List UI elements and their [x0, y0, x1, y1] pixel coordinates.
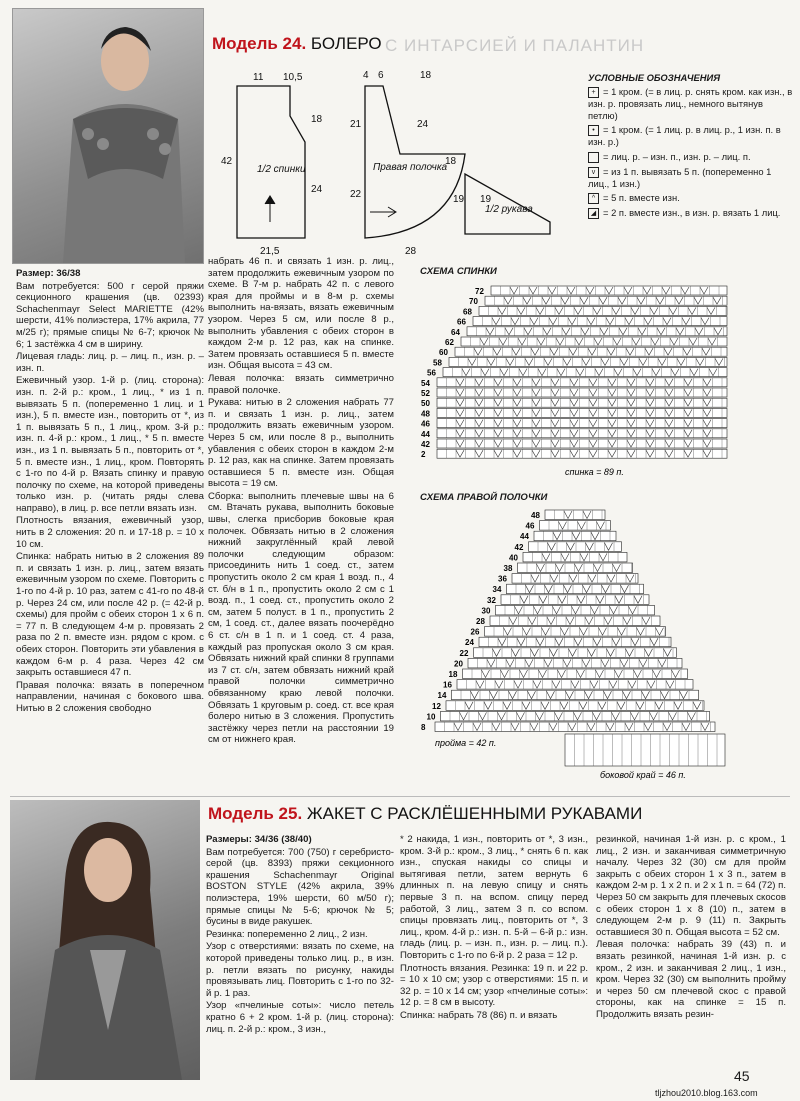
- arrow-right-icon: [370, 207, 396, 217]
- row-number: 50: [421, 399, 430, 409]
- chart-row: [421, 408, 727, 418]
- materials: Вам потребуется: 500 г серой пряжи секционного крашения (цв. 02393) Schachenmayr Select MARIETTE (42% шерсти, 41% полиэстера, 17% акрила, 77 м/25 г); прямые спицы № 6-7; крючок № 6; 1 застёжка 4 см в ширину.: [16, 280, 204, 350]
- chart-row: [421, 388, 727, 398]
- right-front: Правая полочка: вязать в поперечном направлении, начиная с бокового шва. Нитью в 2 сложения свободно: [16, 679, 204, 714]
- chart-row: [454, 658, 682, 668]
- grid-row: [474, 648, 677, 658]
- grid-row: [437, 398, 727, 407]
- row-number: 66: [457, 317, 466, 327]
- grid-row: [437, 388, 727, 397]
- chart-row: [493, 584, 644, 594]
- model24-col2: [208, 256, 394, 747]
- grid-row: [507, 584, 644, 594]
- dim-side-24: 24: [417, 119, 429, 130]
- chart-row: [421, 419, 727, 429]
- left-front: Левая полочка: вязать симметрично правой полочке.: [208, 372, 394, 396]
- legend-text: = лиц. р. – изн. п., изн. р. – лиц. п.: [603, 150, 751, 162]
- legend-text: = 2 п. вместе изн., в изн. р. вязать 1 лиц.: [603, 207, 781, 219]
- row-number: 64: [451, 327, 460, 337]
- row-number: 46: [421, 419, 430, 429]
- increase-stitch-icon: v: [588, 167, 599, 178]
- row-number: 34: [492, 585, 502, 595]
- row-number: 52: [421, 389, 430, 398]
- chart-row: [520, 531, 616, 541]
- model24-photo: [12, 8, 204, 264]
- grid-row: [529, 542, 622, 552]
- sizes: Размеры: 34/36 (38/40): [206, 834, 312, 845]
- blackberry-pattern: Ежевичный узор. 1-й р. (лиц. сторона): изн. п. 2-й р.: кром., 1 лиц., * из 1 п. вывязать 5 п. (попеременно 1 лиц. и 1 изн.), 5 п. вместе изн., повторить от *, из 1 п. вывязать 5 п., 1 лиц., кром. 3-й р.: изн. п. 4-й р.: кром., 1 лиц., * 5 п. вместе изн., из 1 п. вывязать 5 п., повторить от *, 5 п. вместе изн., 1 лиц., кром. Повторять с 1-го по 4-й р. Вязать спинку и правую полочку по схеме, на которой приведены только изн. р. (читать ряды слева направо), в лиц. р. все петли вязать изн.: [16, 375, 204, 514]
- grid-row: [443, 368, 727, 377]
- blank-stitch-icon: [588, 152, 599, 163]
- chart-row: [463, 306, 727, 316]
- row-number: 24: [465, 638, 474, 648]
- row-number: 36: [498, 574, 507, 584]
- chart-row: [438, 690, 699, 700]
- grid-row: [463, 669, 688, 679]
- model24-schematic: [205, 62, 580, 260]
- grid-row: [501, 595, 649, 605]
- dim-28: 28: [405, 246, 417, 257]
- model24-number: Модель 24.: [212, 34, 307, 53]
- grid-row: [479, 637, 671, 647]
- legend-item: [588, 207, 793, 219]
- grid-row: [485, 296, 727, 305]
- grid-row: [455, 347, 727, 356]
- dim-18: 18: [420, 70, 432, 81]
- model-photo-illustration: [10, 800, 200, 1080]
- grid-row: [523, 552, 627, 562]
- edge-stitch-icon: +: [588, 87, 599, 98]
- chart-row: [421, 429, 727, 439]
- row-number: 12: [432, 701, 441, 711]
- legend-item: [588, 86, 793, 121]
- rib: Резинка: попеременно 2 лиц., 2 изн.: [206, 928, 368, 940]
- arrow-up-icon: [265, 196, 275, 222]
- chart-row: [476, 616, 660, 626]
- decrease-two-icon: ◢: [588, 208, 599, 219]
- model24-col1: [16, 268, 204, 716]
- model24-name: БОЛЕРО: [310, 34, 382, 53]
- model-photo-illustration: [13, 9, 203, 263]
- grid-row: [437, 429, 727, 438]
- row-number: 48: [531, 511, 540, 520]
- row-number: 22: [459, 648, 469, 658]
- grid-row: [437, 419, 727, 428]
- chart-row: [427, 711, 710, 721]
- chart-row: [445, 337, 727, 347]
- caption-armhole: пройма = 42 п.: [435, 738, 497, 748]
- row-number: 28: [476, 617, 485, 626]
- chart-back: [415, 280, 745, 480]
- row-number: 18: [448, 670, 458, 679]
- dim-24: 24: [311, 184, 323, 195]
- dim-side-18: 18: [311, 114, 323, 125]
- dim-6: 6: [378, 70, 384, 81]
- materials: Вам потребуется: 700 (750) г серебристо-серой (цв. 8393) пряжи секционного крашения Schachenmayr Original BOSTON STYLE (42% акрила, 39% полиэстера, 19% шерсти, 60 м/50 г); прямые спицы № 5-6; крючок № 5; бусины в виде ракушек.: [206, 846, 394, 928]
- row-number: 58: [433, 358, 442, 368]
- model25-col3: [596, 834, 786, 1022]
- dim-10-5: 10,5: [283, 72, 303, 83]
- grid-row: [540, 521, 611, 531]
- chart-row: [439, 347, 727, 357]
- legend-text: = 5 п. вместе изн.: [603, 192, 680, 204]
- row-number: 10: [426, 712, 436, 722]
- row-number: 54: [421, 378, 430, 388]
- row-number: 26: [470, 627, 480, 637]
- chart-row: [433, 357, 727, 367]
- eyelet-pattern: Узор с отверстиями: вязать по схеме, на которой приведены только лиц. р., в изн. р. петли вязать по рисунку, накиды провязывать лиц. Повторить с 1-го по 32-й р. 1 раз.: [206, 941, 394, 999]
- decrease-five-icon: ^: [588, 193, 599, 204]
- row-number: 44: [520, 532, 529, 542]
- grid-row: [441, 711, 710, 721]
- legend: [588, 72, 793, 219]
- row-number: 48: [421, 409, 430, 419]
- row-number: 46: [525, 521, 535, 531]
- dim-side-19b: 19: [480, 194, 492, 205]
- left-front: Левая полочка: набрать 39 (43) п. и вязать резинкой, начиная 1-й изн. р. с кром., 2 изн. и заканчивая 2 лиц., 1 изн., кром. Через 32 (30) см выполнить пройму и через 50 см плечевой скос с правой стороны, как на спинке = 15 п. Продолжить вязать резин-: [596, 939, 786, 1020]
- dim-side-19: 19: [453, 194, 465, 205]
- legend-text: = 1 кром. (= 1 лиц. р. в лиц. р., 1 изн. п. в изн. р.): [588, 124, 781, 148]
- chart-row: [471, 627, 666, 637]
- chart-row: [469, 296, 727, 306]
- chart-row: [515, 542, 622, 552]
- row-number: 44: [421, 429, 430, 439]
- piece-back-label: 1/2 спинки: [257, 164, 306, 175]
- piece-sleeve-label: 1/2 рукава: [485, 204, 533, 215]
- chart-row: [449, 669, 688, 679]
- page-number: 45: [734, 1068, 750, 1084]
- dot-stitch-icon: •: [588, 125, 599, 136]
- chart-front-title: СХЕМА ПРАВОЙ ПОЛОЧКИ: [420, 492, 548, 503]
- grid-row: [545, 510, 605, 520]
- assembly: Сборка: выполнить плечевые швы на 6 см. Втачать рукава, выполнить боковые швы, слегка присборив боковые края полочек. Обвязать нитью в 2 сложения нижний закруглённый край левой полочки следующим образом: присоединить нить 1 соед. ст., затем пропустить около 2 см края 1 возд. п., 4 ст. б/н в 1 п., пропустить около 2 см с 1 возд. п., 1 соед. ст., пропустить около 2 см, затем 5 полуст. в 1 п., пропустить 2 см, 1 соед. ст., далее вязать поочерёдно 6 ст. с/н в 1 п. и 1 соед. ст. 4 раза, каждый раз пропуская около 3 см края. Обвязать нижний край спинки 8 группами из 7 ст. с/н, затем обвязать нижний край правой полочки симметрично обвязанному краю левой полочки. Обвязать 1 круговым р. соед. ст. все края болеро нитью в 3 сложения. Пропустить застёжку через петли на расстоянии 19 см от нижнего края.: [208, 490, 394, 746]
- dim-side-18b: 18: [445, 156, 457, 167]
- legend-item: [588, 124, 793, 147]
- legend-item: [588, 192, 793, 204]
- grid-row: [437, 408, 727, 417]
- row-number: 68: [463, 307, 472, 317]
- chart-row: [421, 449, 727, 459]
- chart-row: [427, 368, 727, 378]
- chart-row: [475, 286, 727, 296]
- chart-row: [465, 637, 671, 647]
- model25-name: ЖАКЕТ С РАСКЛЁШЕННЫМИ РУКАВАМИ: [306, 804, 643, 823]
- chart-row: [457, 317, 727, 327]
- row-number: 8: [421, 723, 426, 732]
- row-number: 60: [439, 348, 448, 358]
- row-number: 14: [437, 691, 447, 701]
- grid-row: [446, 701, 704, 711]
- row-number: 32: [487, 595, 496, 605]
- chart-row: [460, 648, 677, 658]
- row-number: 62: [445, 338, 454, 347]
- chart-row: [451, 327, 727, 337]
- grid-row: [437, 449, 727, 458]
- row-number: 2: [421, 450, 426, 460]
- gauge: Плотность вязания. Резинка: 19 п. и 22 р. = 10 х 10 см; узор с отверстиями: 15 п. и 32 р. = 10 х 14 см; узор «пчелиные соты»: 12 р. = 8 см в высоту.: [400, 962, 588, 1009]
- model25-title: [208, 804, 768, 824]
- divider-line: [10, 796, 790, 797]
- model25-number: Модель 25.: [208, 804, 303, 823]
- gauge: Плотность вязания, ежевичный узор, нить в 2 сложения: 20 п. и 17-18 р. = 10 х 10 см.: [16, 515, 204, 550]
- sleeves: Рукава: нитью в 2 сложения набрать 77 п. и связать 1 изн. р. лиц., затем продолжить вязать ежевичным узором. Через 5 см, или после 8 р., выполнить убавления с обеих сторон в каждом 2-м р. 12 раз, как на спинке. Затем провязать оставшиеся 5 п. вместе изн. Общая высота = 19 см.: [208, 397, 394, 490]
- model25-col1: [206, 834, 394, 1036]
- chart-row: [482, 605, 655, 615]
- side-edge-block: [565, 734, 725, 766]
- chart-row: [504, 563, 633, 573]
- chart-row: [498, 574, 638, 584]
- stockinette: Лицевая гладь: лиц. р. – лиц. п., изн. р. – изн. п.: [16, 351, 204, 374]
- chart-row: [531, 510, 605, 520]
- back-start: Спинка: набрать 78 (86) п. и вязать: [400, 1009, 558, 1021]
- chart-row: [432, 701, 704, 711]
- right-front-cont: набрать 46 п. и связать 1 изн. р. лиц., затем продолжить ежевичным узором по схеме. В 7-м р. набрать 42 п. с левого края для проймы и в 8-м р. схемы выполнить на-вязать, вязать ежевичным узором. Через 5 см, или после 8 р., выполнить убавления с обеих сторон в каждом 2-м р. 12 раз, как на спинке. Затем провязать оставшиеся 5 п. вместе изн. Общая высота = 43 см.: [208, 256, 394, 372]
- honeycomb-cont: * 2 накида, 1 изн., повторить от *, 3 изн., кром. 3-й р.: кром., 3 лиц., * снять 6 п. как изн., спуская накиды со спицы и вытягивая петли, затем вернуть 6 длинных п. на левую спицу и снять первые 3 п. на вспом. спицу перед работой, 3 лиц., затем 3 п. со вспом. спицы провязать лиц., повторить от *, 3 лиц., кром. 4-й р.: изн. п. 5-й – 6-й р.: изн. гладь (лиц. р. – изн. п., изн. р. – лиц. п.). Повторить с 1-го по 6-й р. 2 раза = 12 р.: [400, 834, 588, 961]
- chart-row: [526, 521, 611, 531]
- row-number: 70: [469, 297, 478, 307]
- model25-col2: [400, 834, 588, 1023]
- dim-4: 4: [363, 70, 369, 81]
- grid-row: [437, 378, 727, 387]
- chart-front: [415, 506, 745, 782]
- caption-side-edge: боковой край = 46 п.: [600, 770, 686, 780]
- grid-row: [534, 531, 616, 541]
- ghost-title: С ИНТАРСИЕЙ И ПАЛАНТИН: [385, 36, 645, 55]
- dim-side-21: 21: [350, 119, 362, 130]
- row-number: 42: [514, 542, 524, 552]
- legend-item: [588, 166, 793, 189]
- row-number: 30: [481, 606, 491, 616]
- grid-row: [437, 439, 727, 448]
- row-number: 42: [421, 440, 430, 449]
- row-number: 16: [443, 680, 452, 690]
- legend-text: = 1 кром. (= в лиц. р. снять кром. как изн., в изн. р. провязать лиц., немного вытянув петлю): [588, 86, 793, 121]
- dim-11: 11: [253, 72, 264, 83]
- grid-row: [468, 658, 682, 668]
- size-line: Размер: 36/38: [16, 268, 81, 279]
- chart-row: [509, 552, 627, 562]
- back-cont: резинкой, начиная 1-й изн. р. с кром., 1 лиц., 2 изн. и заканчивая симметричную началу. Через 32 (30) см для пройм закрыть с обеих сторон 1 х 3 п., затем в каждом 2-м р. 1 х 2 п. и 2 х 1 п. = 64 (72) п. Через 50 см закрыть для плечевых скосов с обеих сторон 1 х 8 (10) п., затем в следующем 2-м р. 9 (11) п. Закрыть оставшиеся 30 п. Общая высота = 52 см.: [596, 834, 787, 938]
- chart-row: [443, 680, 693, 690]
- grid-row: [467, 327, 727, 336]
- chart-row: [421, 722, 715, 732]
- row-number: 56: [427, 368, 436, 378]
- model25-photo: [10, 800, 200, 1080]
- chart-row: [487, 595, 649, 605]
- dim-42: 42: [221, 156, 233, 167]
- legend-text: = из 1 п. вывязать 5 п. (попеременно 1 лиц., 1 изн.): [588, 165, 772, 189]
- dim-21-5: 21,5: [260, 246, 280, 257]
- grid-row: [490, 616, 660, 626]
- chart-back-caption: спинка = 89 п.: [565, 467, 624, 477]
- back-instructions: Спинка: набрать нитью в 2 сложения 89 п. и связать 1 изн. р. лиц., затем вязать ежевичным узором по схеме. Повторить с 1-го по 4-й р. 10 раз, затем с 41-го по 48-й р. Через 24 см, или после 42 р. (= 42-й р. схемы) для пройм с обеих сторон 1 х 6 п. = 77 п. В следующем 4-м р. провязать 2 раза по 2 п. вместе изн. рядом с кром. с обеих сторон. Повторить эти убавления в каждом 6-м р. 4 раза. Через 42 см закрыть оставшиеся 47 п.: [16, 551, 204, 679]
- dim-side-22: 22: [350, 189, 362, 200]
- chart-back-title: СХЕМА СПИНКИ: [420, 266, 497, 277]
- chart-row: [421, 439, 727, 449]
- chart-row: [421, 378, 727, 388]
- site-watermark: tljzhou2010.blog.163.com: [655, 1088, 758, 1098]
- legend-title: УСЛОВНЫЕ ОБОЗНАЧЕНИЯ: [588, 72, 721, 83]
- honeycomb: Узор «пчелиные соты»: число петель кратно 6 + 2 кром. 1-й р. (лиц. сторона): лиц. п. 2-й р.: кром., 3 изн.,: [206, 1000, 394, 1035]
- row-number: 72: [475, 287, 484, 296]
- row-number: 38: [503, 564, 513, 573]
- piece-front-label: Правая полочка: [373, 162, 448, 173]
- chart-row: [421, 398, 727, 408]
- row-number: 40: [509, 553, 518, 563]
- legend-item: [588, 151, 793, 163]
- row-number: 20: [454, 659, 463, 669]
